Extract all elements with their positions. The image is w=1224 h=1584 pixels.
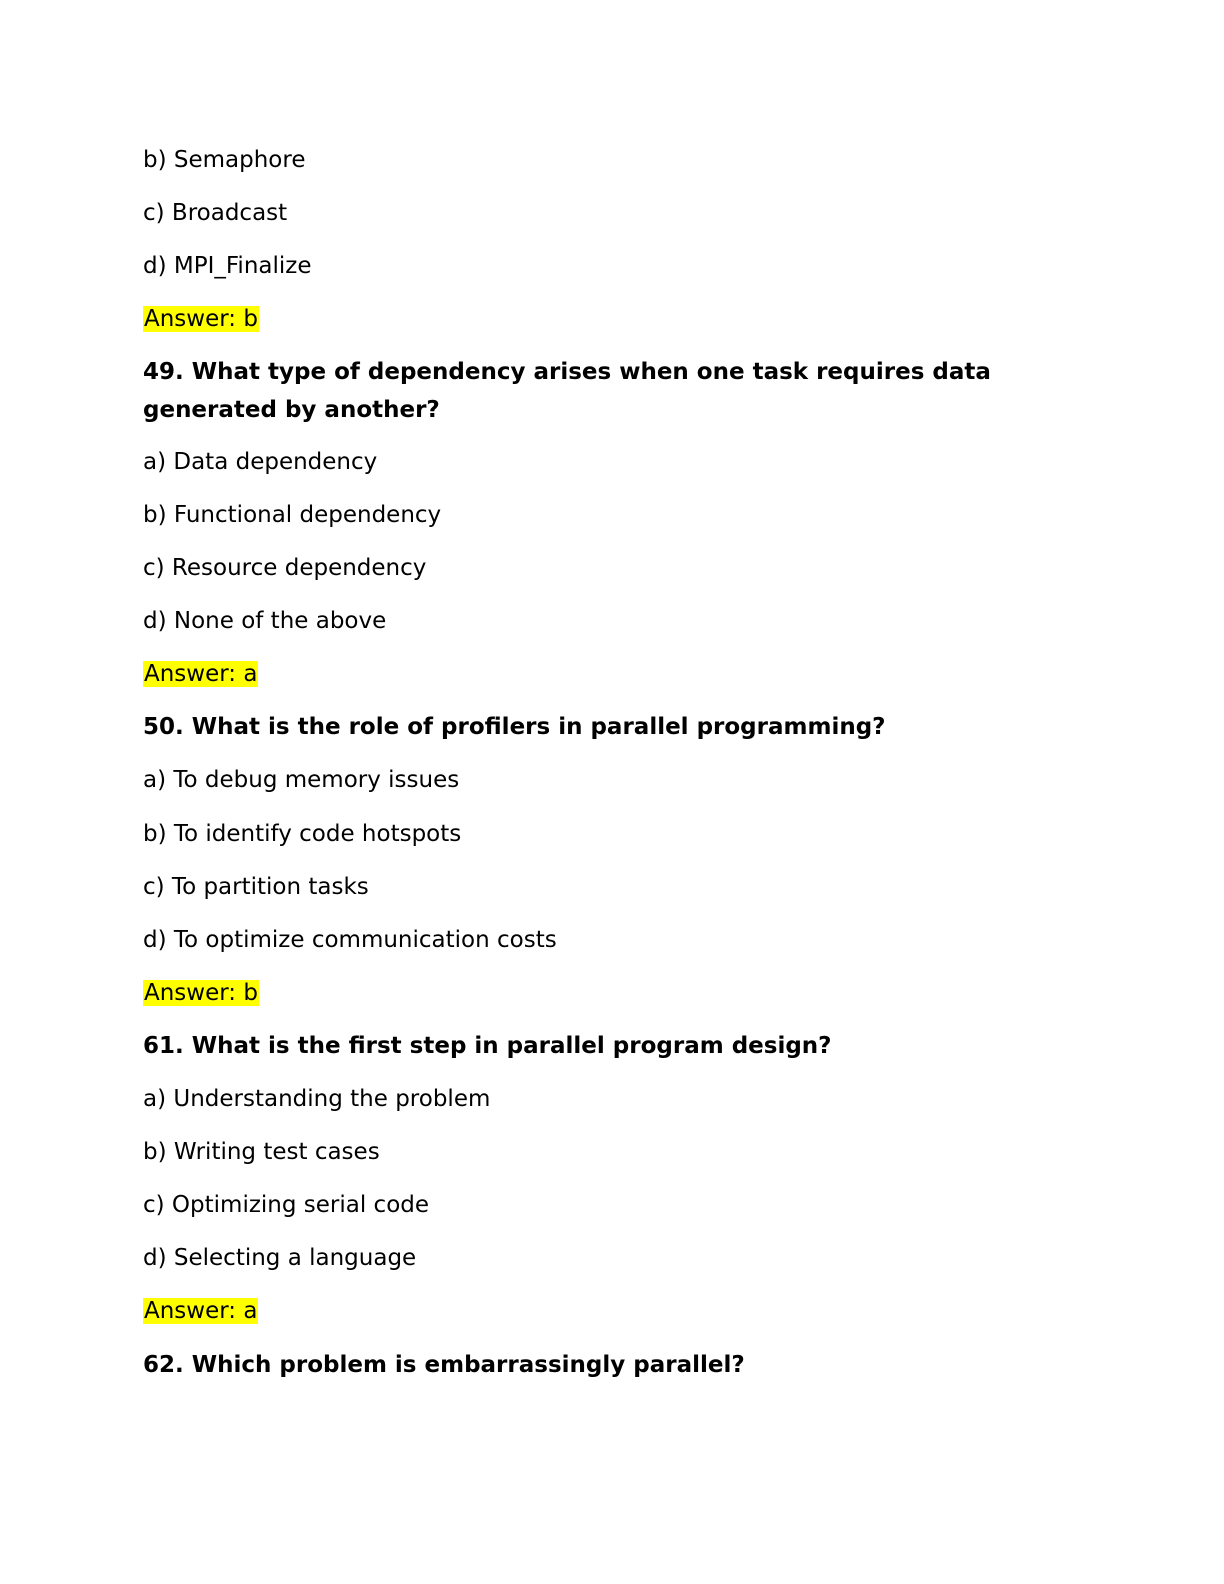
option-a: a) Data dependency xyxy=(143,449,378,475)
answer-highlight: Answer: b xyxy=(144,980,258,1006)
option-c: c) To partition tasks xyxy=(143,874,369,900)
option-b: b) Writing test cases xyxy=(143,1139,380,1165)
option-c: c) Resource dependency xyxy=(143,555,427,581)
answer-line xyxy=(143,300,259,338)
answer-line xyxy=(143,655,258,693)
option-d: d) Selecting a language xyxy=(143,1245,417,1271)
answer-highlight: Answer: b xyxy=(144,306,258,332)
answer-highlight: Answer: a xyxy=(144,1298,258,1324)
option-b: b) Semaphore xyxy=(143,147,306,173)
answer-line xyxy=(143,974,259,1012)
answer-highlight: Answer: a xyxy=(144,661,258,687)
option-d: d) None of the above xyxy=(143,608,387,634)
question-61: 61. What is the first step in parallel program design? xyxy=(143,1033,832,1059)
question-49: 49. What type of dependency arises when one task requires data generated by another? xyxy=(143,359,991,423)
option-d: d) MPI_Finalize xyxy=(143,253,312,279)
option-c: c) Broadcast xyxy=(143,200,288,226)
question-62: 62. Which problem is embarrassingly parallel? xyxy=(143,1352,745,1378)
option-a: a) To debug memory issues xyxy=(143,767,460,793)
answer-line xyxy=(143,1292,258,1330)
option-b: b) To identify code hotspots xyxy=(143,821,462,847)
option-a: a) Understanding the problem xyxy=(143,1086,491,1112)
option-b: b) Functional dependency xyxy=(143,502,442,528)
question-50: 50. What is the role of profilers in parallel programming? xyxy=(143,714,886,740)
option-c: c) Optimizing serial code xyxy=(143,1192,430,1218)
option-d: d) To optimize communication costs xyxy=(143,927,557,953)
